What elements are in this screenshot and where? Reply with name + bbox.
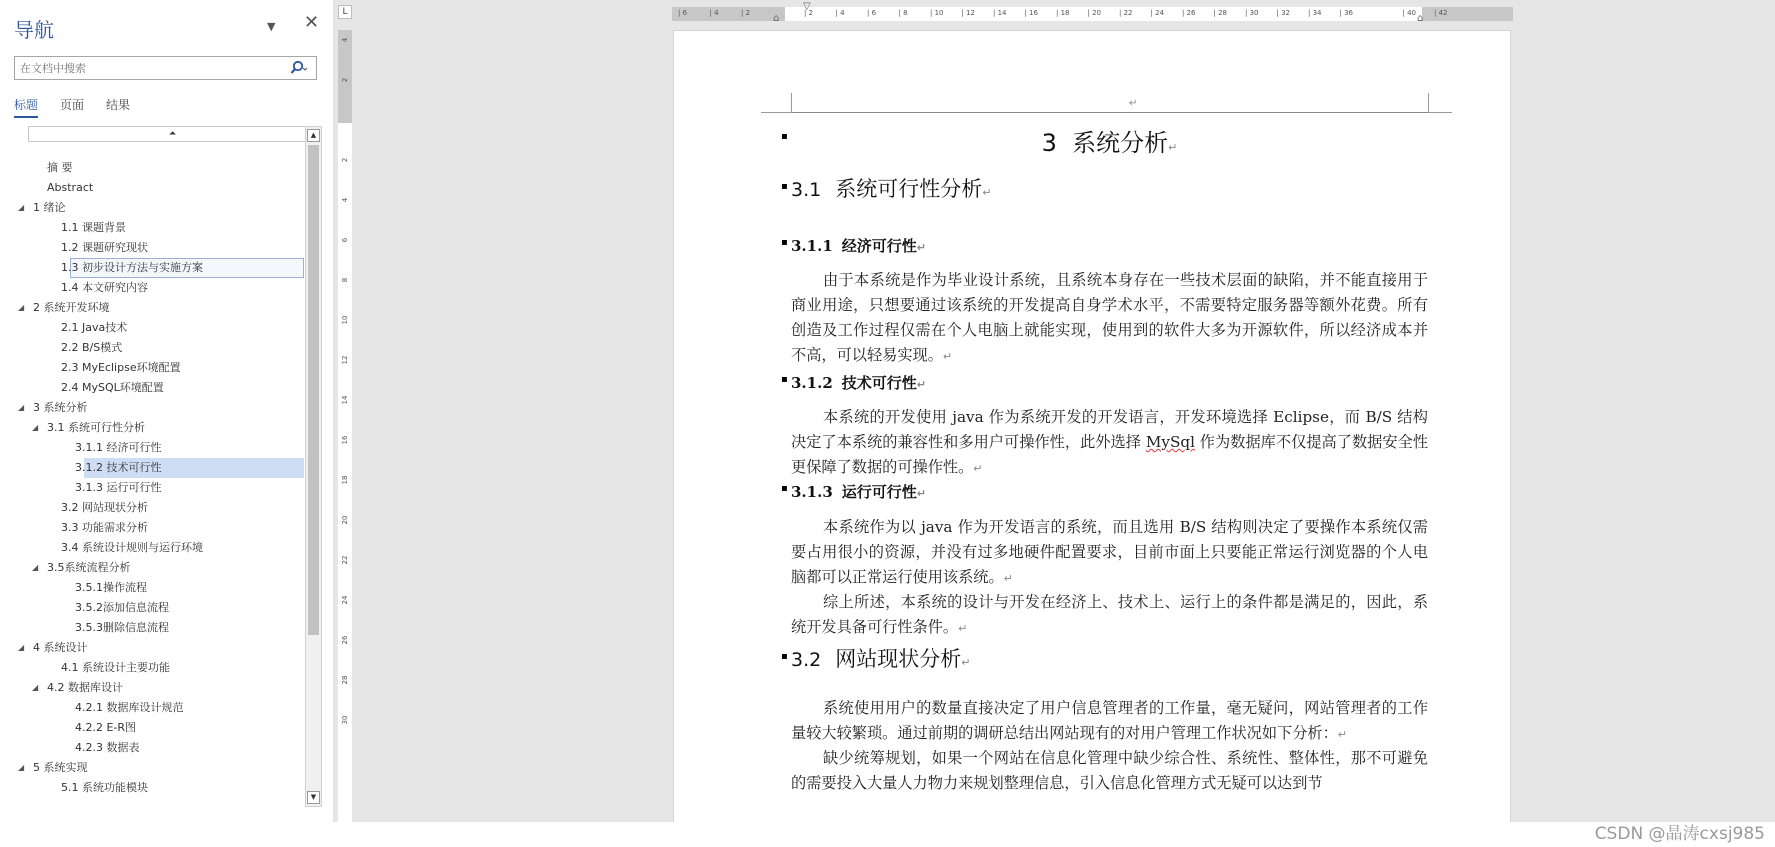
paragraph-technical: 本系统的开发使用 java 作为系统开发的开发语言，开发环境选择 Eclipse，而 B/S 结构决定了本系统的兼容性和多用户可操作性，此外选择 MySql 作为数据库不仅提高了数据安全性更保障了数据的可操作性。↵	[791, 408, 1429, 476]
section-heading-3-1: 3.1 系统可行性分析↵	[791, 177, 992, 201]
tree-item[interactable]	[14, 418, 304, 438]
tree-item[interactable]	[14, 598, 304, 618]
nav-tabs	[14, 96, 130, 118]
ruler-tick-label: 18	[341, 475, 349, 485]
tree-item-label: 2 系统开发环境	[33, 301, 110, 314]
ruler-tick-label: 12	[341, 355, 349, 365]
ruler-tick-label: 14	[341, 395, 349, 405]
tree-item-label: 1.4 本文研究内容	[61, 281, 148, 294]
tree-item-label: 1.2 课题研究现状	[61, 241, 148, 254]
tree-item-label: 3.5.1操作流程	[75, 581, 147, 594]
paragraph-site-status: 系统使用用户的数量直接决定了用户信息管理者的工作量，毫无疑问，网站管理者的工作量较大较繁琐。通过前期的调研总结出网站现有的对用户管理工作状况如下分析：↵	[791, 699, 1428, 742]
ruler-tick-label: 26	[341, 635, 349, 645]
heading-list	[14, 158, 304, 798]
ruler-tick-label: 16	[341, 435, 349, 445]
ruler-tick-label: 8	[341, 277, 349, 283]
tree-item-label: 2.1 Java技术	[61, 321, 128, 334]
tree-item[interactable]	[14, 378, 304, 398]
ruler-tick-label: | 12	[961, 9, 975, 17]
ruler-tick-label: | 6	[867, 9, 877, 17]
ruler-tick-label: | 18	[1056, 9, 1070, 17]
expand-toggle-icon[interactable]: ◢	[18, 303, 25, 312]
tree-item[interactable]	[14, 718, 304, 738]
tree-item[interactable]	[14, 218, 304, 238]
expand-toggle-icon[interactable]: ◢	[32, 423, 39, 432]
ruler-tick-label: | 42	[1434, 9, 1448, 17]
tree-item-label: 4.2.3 数据表	[75, 741, 140, 754]
ruler-tick-label: | 22	[1119, 9, 1133, 17]
ruler-tick-label: | 36	[1339, 9, 1353, 17]
right-indent-icon[interactable]: ⌂	[1417, 13, 1424, 24]
subsection-heading-3-1-2: 3.1.2 技术可行性↵	[791, 374, 926, 392]
ruler-tick-label: | 14	[993, 9, 1007, 17]
ruler-tick-label: 20	[341, 515, 349, 525]
subsection-heading-3-1-3: 3.1.3 运行可行性↵	[791, 483, 926, 501]
collapse-all-bar[interactable]: ⏶	[28, 126, 317, 142]
ruler-tick-label: | 26	[1182, 9, 1196, 17]
spelling-error-mark: MySql	[1145, 433, 1195, 451]
tree-item-label: 4.1 系统设计主要功能	[61, 661, 170, 674]
tree-item[interactable]	[14, 338, 304, 358]
tree-item[interactable]	[14, 458, 304, 478]
tree-item[interactable]	[14, 198, 304, 218]
tab-pages[interactable]: 页面	[60, 98, 85, 112]
subsection-heading-3-1-1: 3.1.1 经济可行性↵	[791, 237, 926, 255]
tree-item[interactable]	[14, 438, 304, 458]
expand-toggle-icon[interactable]: ◢	[18, 403, 25, 412]
tree-item-label: 3.1 系统可行性分析	[47, 421, 145, 434]
ruler-tick-label: 2	[341, 77, 349, 83]
ruler-tick-label: 30	[341, 715, 349, 725]
paragraph-operational: 本系统作为以 java 作为开发语言的系统，而且选用 B/S 结构则决定了要操作本系统仅需要占用很小的资源，并没有过多地硬件配置要求，目前市面上只要能正常运行浏览器的个人电脑都可以正常运行使用该系统。↵	[791, 518, 1428, 586]
tree-item[interactable]	[14, 278, 304, 298]
ruler-tick-label: | 34	[1308, 9, 1322, 17]
tree-item[interactable]	[14, 478, 304, 498]
tree-item-label: 3.3 功能需求分析	[61, 521, 148, 534]
tree-item-label: 1.3 初步设计方法与实施方案	[61, 261, 203, 274]
ruler-tick-label: 2	[341, 157, 349, 163]
vertical-ruler-area	[334, 0, 362, 822]
tab-headings[interactable]: 标题	[14, 96, 38, 118]
tree-item[interactable]	[14, 258, 304, 278]
tree-item-label: 4 系统设计	[33, 641, 88, 654]
vertical-ruler[interactable]	[338, 30, 352, 822]
ruler-tick-label: 4	[341, 37, 349, 43]
ruler-tick-label: | 2	[741, 9, 751, 17]
tree-item-label: 5 系统实现	[33, 761, 88, 774]
expand-toggle-icon[interactable]: ◢	[32, 563, 39, 572]
tab-results[interactable]: 结果	[106, 98, 131, 112]
tree-item[interactable]	[14, 698, 304, 718]
ruler-tick-label: 4	[341, 197, 349, 203]
tree-item-label: 3.1.3 运行可行性	[75, 481, 162, 494]
paragraph-site-planning: 缺少统筹规划，如果一个网站在信息化管理中缺少综合性、系统性、整体性，那不可避免的需要投入大量人力物力来规划整理信息，引入信息化管理方式无疑可以达到节	[791, 749, 1428, 792]
document-page[interactable]: ↵ ▪ 3 系统分析↵ ▪ 3.1 系统可行性分析↵ ▪ 3.1.1 经济可行性↵ 由于本系统是作为毕业设计系统，且系统本身存在一些技术层面的缺陷，并不能直接用于商业用途，只想要通过该系统的开发提高自身学术水平，不需要特定服务器等额外花费。所有创造及工作过程仅需在个人电脑上就能实现，使用到的软件大多为开源软件，所以经济成本并不高，可以轻易实现。↵ ▪ 3.1.2 技术可行性↵ 本系统的开发使用 java 作为系统开发的开发语言，开发环境选择 Eclipse，而 B/S 结构决定了本系统的兼容性和多用户可操作性，此外选择 MySql 作为数据库不仅提高了数据安全性更保障了数据的可操作性。↵ ▪ 3.1.3 运行可行性↵ 本系统作为以 java 作为开发语言的系统，而且选用 B/S 结构则决定了要操作本系统仅需要占用很小的资源，并没有过多地硬件配置要求，目前市面上只要能正常运行浏览器的个人电脑都可以正常运行使用该系统。↵ 综上所述，本系统的设计与开发在经济上、技术上、运行上的条件都是满足的，因此，系统开发具备可行性条件。↵ ▪ 3.2 网站现状分析↵ 系统使用用户的数量直接决定了用户信息管理者的工作量，毫无疑问，网站管理者的工作量较大较繁琐。通过前期的调研总结出网站现有的对用户管理工作状况如下分析：↵ 缺少统筹规划，如果一个网站在信息化管理中缺少综合性、系统性、整体性，那不可避免的需要投入大量人力物力来规划整理信息，引入信息化管理方式无疑可以达到节	[673, 30, 1511, 830]
tree-item-label: 3.1.2 技术可行性	[75, 461, 162, 474]
ruler-tick-label: | 4	[835, 9, 845, 17]
tree-item[interactable]	[14, 238, 304, 258]
tree-item[interactable]	[14, 158, 304, 178]
tree-item[interactable]	[14, 358, 304, 378]
bottom-strip	[0, 822, 1775, 847]
ruler-tick-label: | 30	[1245, 9, 1259, 17]
tree-item-label: 3.5.3删除信息流程	[75, 621, 169, 634]
scroll-thumb[interactable]	[308, 145, 319, 635]
ruler-tick-label: | 2	[804, 9, 814, 17]
tree-item-label: 4.2.2 E-R图	[75, 721, 137, 734]
ruler-tick-label: | 28	[1213, 9, 1227, 17]
expand-toggle-icon[interactable]: ◢	[18, 763, 25, 772]
header-paragraph-mark: ↵	[1129, 98, 1138, 109]
heading-tree	[14, 126, 322, 807]
tree-scrollbar[interactable]	[305, 126, 322, 807]
tree-item-label: 摘 要	[47, 161, 73, 174]
tree-item[interactable]	[14, 518, 304, 538]
tree-item[interactable]	[14, 778, 304, 798]
tree-item-label: 2.4 MySQL环境配置	[61, 381, 164, 394]
tree-item-label: 3.4 系统设计规则与运行环境	[61, 541, 203, 554]
tree-item-label: 1 绪论	[33, 201, 66, 214]
tree-item[interactable]	[14, 178, 304, 198]
ruler-tick-label: 10	[341, 315, 349, 325]
scroll-up-icon[interactable]: ▲	[307, 129, 320, 142]
tree-item[interactable]	[14, 578, 304, 598]
left-indent-icon[interactable]: ⌂	[773, 13, 780, 24]
tree-item-label: 5.1 系统功能模块	[61, 781, 148, 794]
tree-item-label: 3 系统分析	[33, 401, 88, 414]
expand-toggle-icon[interactable]: ◢	[18, 643, 25, 652]
tree-item-label: 2.2 B/S模式	[61, 341, 123, 354]
tree-item-label: 3.5系统流程分析	[47, 561, 131, 574]
expand-toggle-icon[interactable]: ◢	[18, 203, 25, 212]
ruler-tick-label: | 4	[709, 9, 719, 17]
paragraph-economic: 由于本系统是作为毕业设计系统，且系统本身存在一些技术层面的缺陷，并不能直接用于商业用途，只想要通过该系统的开发提高自身学术水平，不需要特定服务器等额外花费。所有创造及工作过程仅需在个人电脑上就能实现，使用到的软件大多为开源软件，所以经济成本并不高，可以轻易实现。↵	[791, 271, 1428, 364]
expand-toggle-icon[interactable]: ◢	[32, 683, 39, 692]
tree-item-label: 4.2.1 数据库设计规范	[75, 701, 184, 714]
tree-item[interactable]	[14, 538, 304, 558]
ruler-tick-label: | 24	[1150, 9, 1164, 17]
tree-item[interactable]	[14, 638, 304, 658]
header-line	[791, 112, 1428, 113]
tree-item-label: 4.2 数据库设计	[47, 681, 123, 694]
tree-item[interactable]	[14, 738, 304, 758]
ruler-tick-label: | 16	[1024, 9, 1038, 17]
scroll-down-icon[interactable]: ▼	[307, 791, 320, 804]
ruler-tick-label: | 10	[930, 9, 944, 17]
tree-item[interactable]	[14, 318, 304, 338]
ruler-tick-label: 6	[341, 237, 349, 243]
ruler-tick-label: | 6	[678, 9, 688, 17]
tree-item[interactable]	[14, 758, 304, 778]
ruler-tick-label: | 32	[1276, 9, 1290, 17]
nav-pane-title: 导航	[14, 18, 54, 42]
tree-item[interactable]	[14, 658, 304, 678]
ruler-tick-label: 28	[341, 675, 349, 685]
tree-item-label: 2.3 MyEclipse环境配置	[61, 361, 181, 374]
tree-item[interactable]	[14, 298, 304, 318]
section-heading-3-2: 3.2 网站现状分析↵	[791, 647, 971, 671]
tab-stop-selector[interactable]: L	[338, 5, 352, 19]
chevron-down-icon[interactable]: ▼	[267, 20, 276, 33]
tree-item-label: 3.2 网站现状分析	[61, 501, 148, 514]
crop-mark	[791, 93, 792, 113]
paragraph-summary: 综上所述，本系统的设计与开发在经济上、技术上、运行上的条件都是满足的，因此，系统开发具备可行性条件。↵	[791, 593, 1428, 636]
nav-search-box[interactable]	[14, 56, 317, 80]
navigation-pane	[0, 0, 334, 822]
tree-item-label: 1.1 课题背景	[61, 221, 126, 234]
chapter-heading: 3 系统分析↵	[1041, 129, 1178, 157]
tree-item-label: Abstract	[47, 181, 94, 194]
crop-mark	[1428, 93, 1429, 113]
tree-item-label: 3.1.1 经济可行性	[75, 441, 162, 454]
watermark: CSDN @晶涛cxsj985	[1594, 824, 1765, 844]
horizontal-ruler[interactable]	[672, 1, 1513, 24]
tree-item[interactable]	[14, 498, 304, 518]
tree-item[interactable]	[14, 398, 304, 418]
tree-item-label: 3.5.2添加信息流程	[75, 601, 169, 614]
first-line-indent-icon[interactable]: ▽	[803, 1, 811, 12]
crop-mark	[1428, 112, 1452, 113]
tree-item[interactable]	[14, 618, 304, 638]
tree-item[interactable]	[14, 678, 304, 698]
close-icon[interactable]: ✕	[304, 12, 320, 33]
ruler-tick-label: | 40	[1402, 9, 1416, 17]
search-input[interactable]	[15, 58, 275, 80]
tree-item[interactable]	[14, 558, 304, 578]
search-icon[interactable]	[290, 60, 308, 76]
ruler-tick-label: 22	[341, 555, 349, 565]
ruler-text-area	[785, 7, 1422, 21]
ruler-tick-label: | 8	[898, 9, 908, 17]
ruler-tick-label: | 20	[1087, 9, 1101, 17]
crop-mark	[761, 112, 791, 113]
ruler-tick-label: 24	[341, 595, 349, 605]
